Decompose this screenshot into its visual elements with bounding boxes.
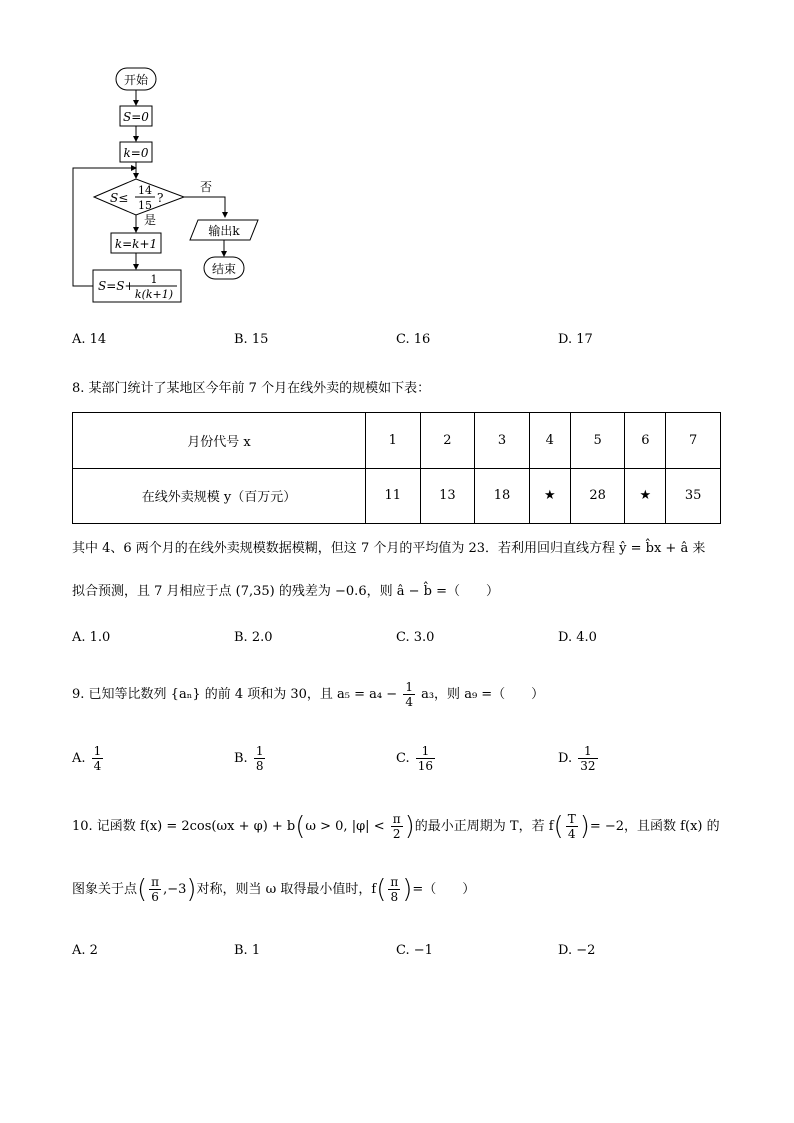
q10-option-a[interactable]: A. 2: [72, 943, 98, 958]
k-init-label: k=0: [123, 146, 149, 160]
q10-option-c[interactable]: C. −1: [396, 943, 433, 958]
table-cell: 3: [475, 413, 530, 469]
cond-q: ?: [157, 191, 164, 205]
row2-header: 在线外卖规模 y（百万元）: [73, 468, 366, 524]
frac-den: 4: [567, 827, 576, 841]
start-label: 开始: [123, 73, 149, 87]
s-upd-den: k(k+1): [134, 288, 174, 301]
s-upd-label: S=S+: [98, 279, 135, 293]
q10-fraction: [566, 812, 578, 841]
frac-den: 8: [255, 759, 264, 773]
q10-fraction: [388, 875, 400, 904]
q8-option-c[interactable]: C. 3.0: [396, 630, 435, 645]
q9-option-a[interactable]: [72, 744, 105, 773]
q10-text: ,−3: [163, 882, 187, 897]
frac-den: 4: [405, 695, 413, 709]
q10-text: =（ ）: [412, 882, 476, 897]
output-label: 输出k: [208, 224, 240, 238]
frac-num: 1: [93, 744, 102, 758]
yes-label: 是: [144, 213, 157, 227]
table-cell: 2: [420, 413, 475, 469]
q9-stem-a: 9. 已知等比数列 {aₙ} 的前 4 项和为 30，且 a₅ = a₄ −: [72, 687, 398, 702]
table-cell: 6: [625, 413, 666, 469]
frac-num: T: [567, 812, 576, 826]
q10-text: ω > 0, |φ| <: [305, 819, 385, 834]
table-cell: 13: [420, 468, 475, 524]
frac-den: 6: [151, 890, 159, 904]
option-letter: B.: [234, 751, 248, 766]
frac-den: 16: [417, 759, 434, 773]
option-fraction: [416, 744, 435, 773]
k-inc-label: k=k+1: [114, 237, 158, 251]
option-letter: A.: [72, 751, 86, 766]
table-cell: ★: [625, 468, 666, 524]
table-cell: ★: [529, 468, 570, 524]
q7-option-a[interactable]: A. 14: [72, 332, 107, 347]
q10-text: 10. 记函数 f(x) = 2cos(ωx + φ) + b: [72, 819, 296, 834]
frac-num: 1: [578, 744, 597, 759]
table-cell: 7: [666, 413, 721, 469]
no-label: 否: [200, 180, 213, 194]
q8-option-d[interactable]: D. 4.0: [558, 630, 597, 645]
option-fraction: [254, 744, 266, 773]
q8-line2: 拟合预测，且 7 月相应于点 (7,35) 的残差为 −0.6，则 â − b̂ =（ ）: [72, 584, 499, 599]
table-cell: 35: [666, 468, 721, 524]
cond-prefix: S≤: [110, 191, 129, 205]
q10-line2: 图象关于点( $\frac{\pi}{6}$ ,−3)对称，则当 ω 取得最小值时，f( $\frac{\pi}{8}$ )=（ ）: [72, 874, 476, 905]
s-upd-num: 1: [150, 273, 158, 286]
q7-option-b[interactable]: B. 15: [234, 332, 269, 347]
q8-stem: 8. 某部门统计了某地区今年前 7 个月在线外卖的规模如下表：: [72, 381, 431, 396]
table-row: [73, 468, 721, 524]
end-label: 结束: [211, 262, 237, 276]
option-letter: D.: [558, 751, 573, 766]
q9-stem: [72, 680, 544, 709]
q10-fraction: [391, 812, 403, 841]
frac-num: π: [390, 875, 399, 889]
q8-line1: 其中 4、6 两个月的在线外卖规模数据模糊，但这 7 个月的平均值为 23．若利用回归直线方程 ŷ = b̂x + â 来: [72, 541, 706, 556]
frac-num: π: [392, 812, 401, 826]
q7-option-c[interactable]: C. 16: [396, 332, 431, 347]
table-cell: 4: [529, 413, 570, 469]
frac-num: 1: [416, 744, 435, 759]
q9-stem-b: a₃，则 a₉ =（ ）: [421, 687, 545, 702]
flowchart: [60, 60, 280, 310]
frac-den: 32: [580, 759, 596, 773]
q10-text: 图象关于点: [72, 882, 138, 897]
q10-fraction: [149, 875, 161, 904]
table-cell: 18: [475, 468, 530, 524]
option-fraction: [578, 744, 597, 773]
table-cell: 1: [366, 413, 421, 469]
q10-text: 对称，则当 ω 取得最小值时，f: [196, 882, 377, 897]
q8-option-a[interactable]: A. 1.0: [72, 630, 111, 645]
option-fraction: [92, 744, 104, 773]
q10-text: = −2，且函数 f(x) 的: [589, 819, 720, 834]
cond-den: 15: [138, 199, 152, 212]
option-letter: C.: [396, 751, 410, 766]
q10-option-b[interactable]: B. 1: [234, 943, 261, 958]
row1-header: 月份代号 x: [73, 413, 366, 469]
frac-num: 1: [405, 680, 413, 694]
frac-den: 4: [93, 759, 102, 773]
q10-option-d[interactable]: D. −2: [558, 943, 596, 958]
q9-option-b[interactable]: [234, 744, 267, 773]
q9-option-d[interactable]: [558, 744, 600, 773]
table-cell: 11: [366, 468, 421, 524]
q10-text: 的最小正周期为 T，若 f: [414, 819, 554, 834]
q10-line1: 10. 记函数 f(x) = 2cos(ωx + φ) + b(ω > 0, |φ| < $\frac{\pi}{2}$ )的最小正周期为 T，若 f( $\frac{T}{4}$ )= −2，且函数 f(x) 的: [72, 811, 720, 842]
table-cell: 5: [570, 413, 625, 469]
frac-num: π: [151, 875, 160, 889]
q9-option-c[interactable]: [396, 744, 437, 773]
frac-den: 2: [392, 827, 401, 841]
table-row: [73, 413, 721, 469]
table-cell: 28: [570, 468, 625, 524]
s-init-label: S=0: [123, 110, 149, 124]
q8-option-b[interactable]: B. 2.0: [234, 630, 273, 645]
q8-table: [72, 412, 721, 524]
q9-fraction: [403, 680, 415, 709]
frac-den: 8: [390, 890, 399, 904]
cond-num: 14: [138, 184, 152, 197]
frac-num: 1: [255, 744, 264, 758]
q7-option-d[interactable]: D. 17: [558, 332, 593, 347]
